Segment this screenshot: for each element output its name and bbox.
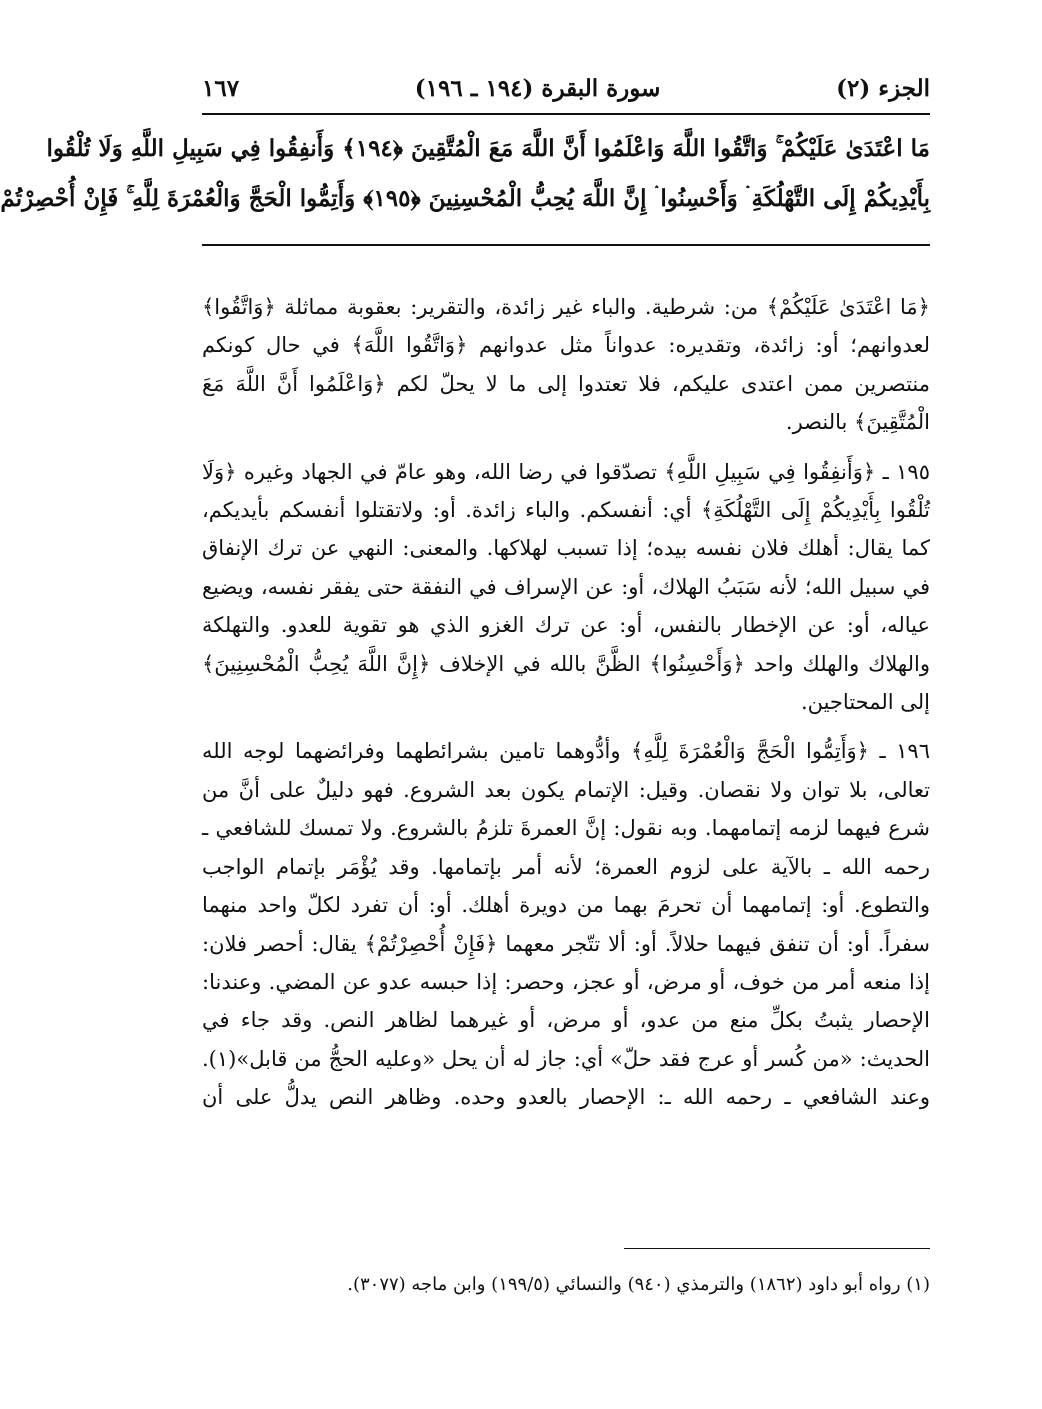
page-number: ١٦٧ (202, 74, 240, 102)
commentary-paragraph: ١٩٥ ـ ﴿وَأَنفِقُوا فِي سَبِيلِ اللَّهِ﴾ تصدّقوا في رضا الله، وهو عامّ في الجهاد وغيره ﴿وَلَا تُلْقُوا بِأَيْدِيكُمْ إِلَى التَّهْلُكَةِ﴾ أي: أنفسكم. والباء زائدة. أو: ولاتقتلوا أنفسكم بأيديكم، كما يقال: أهلك فلان نفسه بيده؛ إذا تسبب لهلاكها. والمعنى: النهي عن ترك الإنفاق في سبيل الله؛ لأنه سَبَبُ الهلاك، أو: عن الإسراف في النفقة حتى يفقر نفسه، ويضيع عياله، أو: عن الإخطار بالنفس، أو: عن ترك الغزو الذي هو تقوية للعدو. والتهلكة والهلاك والهلك واحد ﴿وَأَحْسِنُوا﴾ الظَّنَّ بالله في الإخلاف ﴿إِنَّ اللَّهَ يُحِبُّ الْمُحْسِنِينَ﴾ إلى المحتاجين. (202, 459, 930, 715)
running-header (202, 64, 930, 112)
juz-label: الجزء (٢) (836, 74, 930, 102)
quran-text-block (0, 124, 930, 224)
footnote-rule (624, 1248, 930, 1249)
quran-line: بِأَيْدِيكُمْ إِلَى التَّهْلُكَةِ ۛ وَأَحْسِنُوا ۛ إِنَّ اللَّهَ يُحِبُّ الْمُحْسِنِينَ ﴿١٩٥﴾ وَأَتِمُّوا الْحَجَّ وَالْعُمْرَةَ لِلَّهِ ۚ فَإِنْ أُحْصِرْتُمْ (0, 185, 930, 212)
surah-title: سورة البقرة (١٩٤ ـ ١٩٦) (414, 74, 661, 102)
header-rule (202, 113, 930, 115)
commentary-paragraph: ١٩٦ ـ ﴿وَأَتِمُّوا الْحَجَّ وَالْعُمْرَةَ لِلَّهِ﴾ وأدُّوهما تامين بشرائطهما وفرائضهما لوجه الله تعالى، بلا توان ولا نقصان. وقيل: الإتمام يكون بعد الشروع. فهو دليلٌ على أنَّ من شرع فيهما لزمه إتمامهما. وبه نقول: إنَّ العمرةَ تلزمُ بالشروع. ولا تمسك للشافعي ـ رحمه الله ـ بالآية على لزوم العمرة؛ لأنه أمر بإتمامها. وقد يُؤْمَر بإتمام الواجب والتطوع. أو: إتمامهما أن تحرمَ بهما من دويرة أهلك. أو: أن تفرد لكلّ واحد منهما سفراً. أو: أن تنفق فيهما حلالاً. أو: ألا تتّجر معهما ﴿فَإِنْ أُحْصِرْتُمْ﴾ يقال: أحصر فلان: إذا منعه أمر من خوف، أو مرض، أو عجز، وحصر: إذا حبسه عدو عن المضي. وعندنا: الإحصار يثبتُ بكلِّ منع من عدو، أو مرض، أو غيرهما لظاهر النص. وقد جاء في الحديث: «من كُسر أو عرج فقد حلّ» أي: جاز له أن يحل «وعليه الحجُّ من قابل»(١). وعند الشافعي ـ رحمه الله ـ: الإحصار بالعدو وحده. وظاهر النص يدلُّ على أن (202, 739, 930, 1110)
commentary-body (202, 288, 930, 1128)
footnote: (١) رواه أبو داود (١٨٦٢) والترمذي (٩٤٠) والنسائي (١٩٩/٥) وابن ماجه (٣٠٧٧). (347, 1274, 930, 1295)
quran-separator-rule (202, 244, 930, 246)
commentary-paragraph: ﴿مَا اعْتَدَىٰ عَلَيْكُمْ﴾ من: شرطية. والباء غير زائدة، والتقرير: بعقوبة مماثلة ﴿وَاتَّقُوا﴾ لعدوانهم؛ أو: زائدة، وتقديره: عدواناً مثل عدوانهم ﴿وَاتَّقُوا اللَّهَ﴾ في حال كونكم منتصرين ممن اعتدى عليكم، فلا تعتدوا إلى ما لا يحلّ لكم ﴿وَاعْلَمُوا أَنَّ اللَّهَ مَعَ الْمُتَّقِينَ﴾ بالنصر. (202, 295, 930, 435)
quran-line: مَا اعْتَدَىٰ عَلَيْكُمْ ۚ وَاتَّقُوا اللَّهَ وَاعْلَمُوا أَنَّ اللَّهَ مَعَ الْمُتَّقِينَ ﴿١٩٤﴾ وَأَنفِقُوا فِي سَبِيلِ اللَّهِ وَلَا تُلْقُوا (46, 135, 930, 162)
